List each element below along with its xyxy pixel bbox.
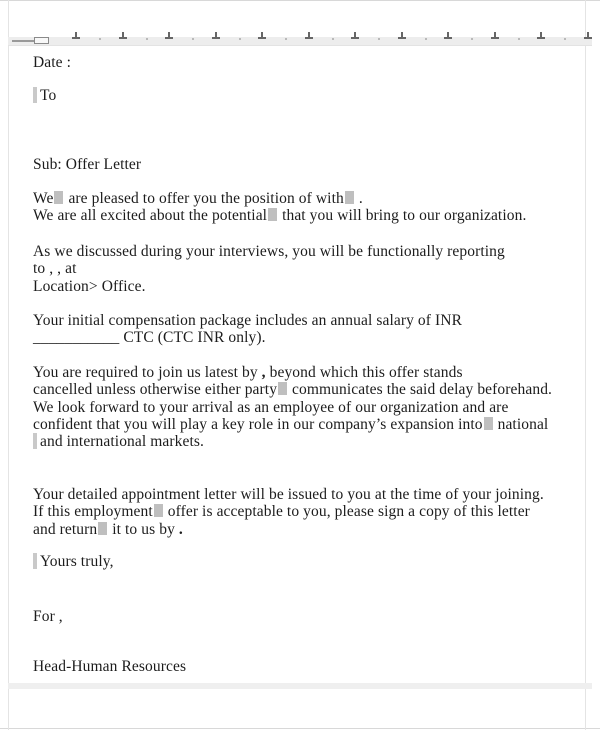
to-line xyxy=(33,87,593,104)
field-placeholder-box xyxy=(98,522,107,535)
text-segment: ___________ CTC (CTC INR only). xyxy=(33,329,266,347)
text-segment: Location> Office. xyxy=(33,277,146,295)
bold-text-segment: , xyxy=(261,364,266,381)
field-placeholder-box xyxy=(484,417,493,430)
text-segment: You are required to join us latest by xyxy=(33,364,262,381)
text-segment: Your initial compensation package includes an annual salary of INR xyxy=(33,312,463,329)
text-line xyxy=(33,364,593,381)
text-segment: Head-Human Resources xyxy=(33,658,187,675)
text-line xyxy=(33,416,593,433)
paragraph-joining xyxy=(33,364,593,450)
closing-line xyxy=(33,553,593,570)
text-line xyxy=(33,87,593,104)
field-placeholder-box xyxy=(154,504,163,517)
bold-text-segment: . xyxy=(178,520,183,538)
text-segment: offer is acceptable to you, please sign a copy of this letter xyxy=(163,503,530,521)
signature-line xyxy=(33,658,593,675)
text-line xyxy=(33,381,593,398)
text-segment: We look forward to your arrival as an employee of our organization and are xyxy=(33,398,509,416)
text-line xyxy=(33,190,593,207)
text-segment: are pleased to offer you the position of with xyxy=(64,190,344,207)
text-line xyxy=(33,486,593,503)
text-segment: As we discussed during your interviews, you will be functionally reporting xyxy=(33,243,505,260)
text-line xyxy=(33,260,593,277)
text-segment: Your detailed appointment letter will be issued to you at the time of your joining. xyxy=(33,486,544,503)
text-line xyxy=(33,503,593,520)
bottom-margin-bar xyxy=(8,683,592,689)
text-line xyxy=(33,521,593,538)
date-line xyxy=(33,54,593,71)
text-segment: it to us by xyxy=(108,520,179,538)
text-segment: and return xyxy=(33,520,98,538)
text-segment: Yours truly, xyxy=(40,553,114,570)
text-segment: Sub: Offer Letter xyxy=(33,156,142,173)
field-placeholder-bar xyxy=(33,87,37,103)
paragraph-reporting xyxy=(33,243,593,295)
text-segment: cancelled unless otherwise either party xyxy=(33,381,278,399)
text-segment: beyond which this offer stands xyxy=(265,364,463,381)
field-placeholder-box xyxy=(54,191,63,204)
text-line xyxy=(33,54,593,71)
text-segment: . xyxy=(354,190,363,207)
paragraph-appointment xyxy=(33,486,593,538)
field-placeholder-box xyxy=(345,191,354,204)
text-segment: For , xyxy=(33,608,63,625)
text-segment: We are all excited about the potential xyxy=(33,207,268,225)
text-segment: To xyxy=(40,87,57,104)
text-segment: If this employment xyxy=(33,503,153,521)
text-segment: to , , at xyxy=(33,260,77,278)
subject-line xyxy=(33,156,593,173)
text-segment: and international markets. xyxy=(40,433,205,451)
text-segment: that you will bring to our organization. xyxy=(278,207,527,225)
field-placeholder-box xyxy=(268,208,277,221)
text-line xyxy=(33,553,593,570)
paragraph-offer xyxy=(33,190,593,225)
text-line xyxy=(33,207,593,224)
text-segment: We xyxy=(33,190,54,207)
for-line xyxy=(33,608,593,625)
paragraph-compensation xyxy=(33,312,593,347)
text-line xyxy=(33,608,593,625)
text-line xyxy=(33,312,593,329)
text-line xyxy=(33,278,593,295)
text-line xyxy=(33,243,593,260)
field-placeholder-bar xyxy=(33,433,37,449)
text-line xyxy=(33,433,593,450)
field-placeholder-bar xyxy=(33,553,37,569)
text-line xyxy=(33,658,593,675)
text-segment: communicates the said delay beforehand. xyxy=(288,381,553,399)
text-line xyxy=(33,399,593,416)
field-placeholder-box xyxy=(278,382,287,395)
text-line xyxy=(33,329,593,346)
text-segment: Date : xyxy=(33,54,72,71)
text-line xyxy=(33,156,593,173)
text-segment: national xyxy=(493,415,549,433)
text-segment: confident that you will play a key role in our company’s expansion into xyxy=(33,415,483,433)
